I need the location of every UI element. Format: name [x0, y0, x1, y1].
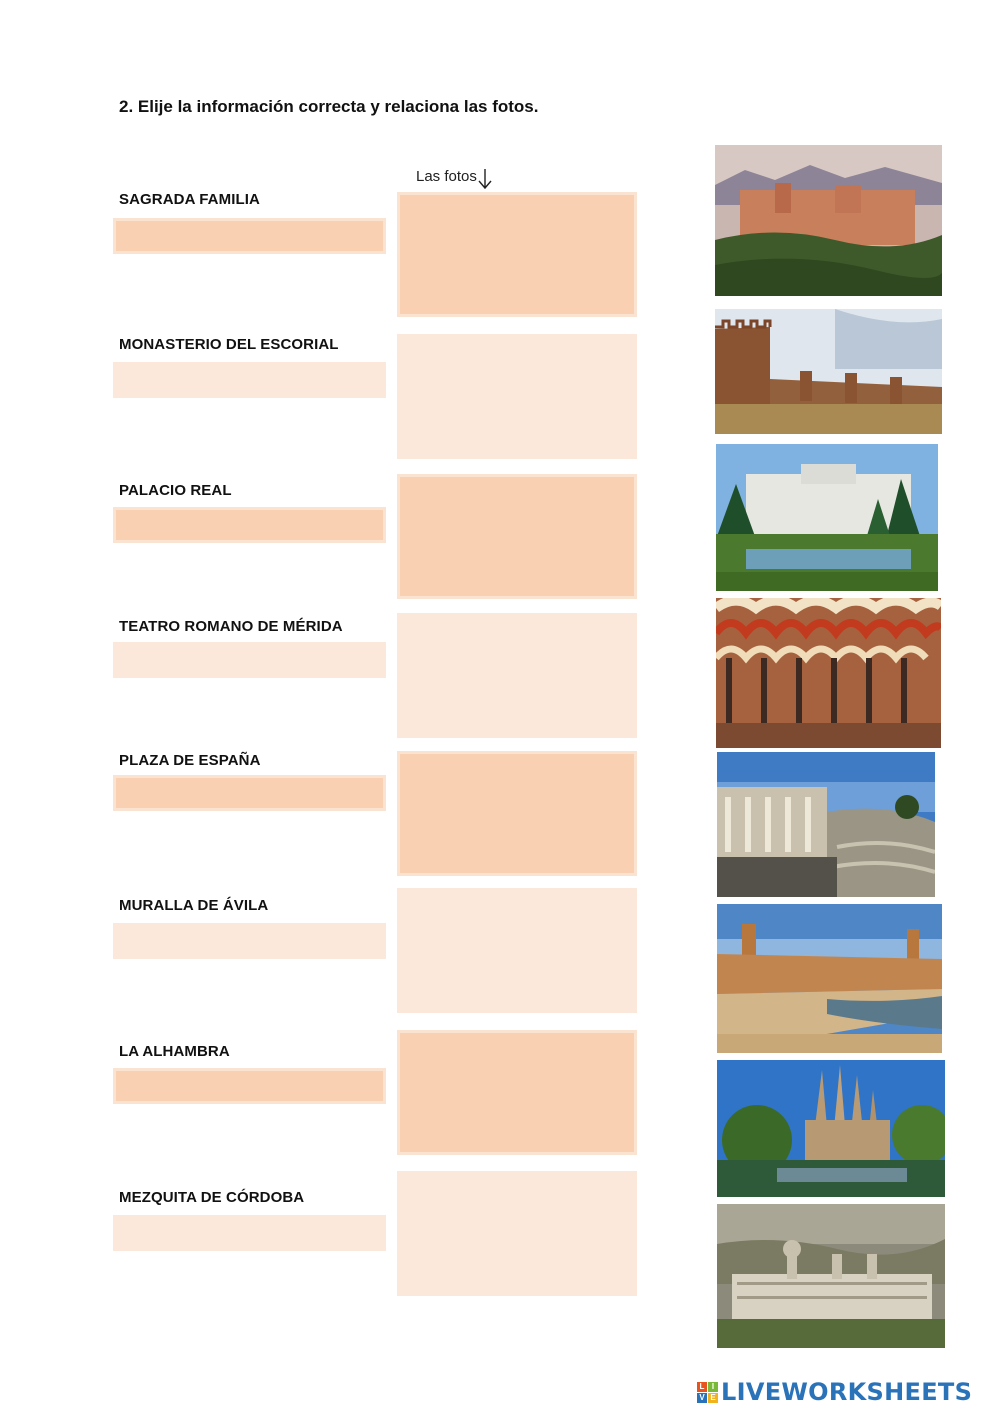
photo-monasterio-escorial[interactable] [717, 1204, 945, 1348]
photo-sagrada-familia[interactable] [717, 1060, 945, 1197]
instruction-title: 2. Elije la información correcta y relaciona las fotos. [119, 97, 539, 116]
fotos-hint-label: Las fotos [416, 168, 477, 185]
photo-drop-la-alhambra[interactable] [397, 1030, 637, 1155]
photo-drop-teatro-romano[interactable] [397, 613, 637, 738]
answer-box-mezquita-cordoba[interactable] [113, 1215, 386, 1251]
row-label-mezquita-cordoba: MEZQUITA DE CÓRDOBA [119, 1189, 305, 1206]
photo-mezquita-cordoba[interactable] [716, 598, 941, 748]
brand-badge-letter: I [708, 1382, 718, 1392]
row-label-plaza-espana: PLAZA DE ESPAÑA [119, 752, 261, 769]
brand-name: LIVEWORKSHEETS [721, 1378, 973, 1406]
row-label-sagrada-familia: SAGRADA FAMILIA [119, 191, 260, 208]
row-label-muralla-avila: MURALLA DE ÁVILA [119, 897, 269, 914]
photo-drop-plaza-espana[interactable] [397, 751, 637, 876]
photo-palacio-real[interactable] [716, 444, 938, 591]
photo-teatro-romano[interactable] [717, 752, 935, 897]
brand-logo [697, 1378, 972, 1406]
photo-drop-mezquita-cordoba[interactable] [397, 1171, 637, 1296]
brand-badge-letter: L [697, 1382, 707, 1392]
answer-box-monasterio-escorial[interactable] [113, 362, 386, 398]
answer-box-muralla-avila[interactable] [113, 923, 386, 959]
row-label-monasterio-escorial: MONASTERIO DEL ESCORIAL [119, 336, 339, 353]
arrow-down-icon [478, 168, 492, 194]
photo-alhambra[interactable] [715, 145, 942, 296]
brand-badge-letter: E [708, 1393, 718, 1403]
photo-drop-palacio-real[interactable] [397, 474, 637, 599]
row-label-la-alhambra: LA ALHAMBRA [119, 1043, 230, 1060]
answer-box-plaza-espana[interactable] [113, 775, 386, 811]
brand-badge-letter: V [697, 1393, 707, 1403]
answer-box-la-alhambra[interactable] [113, 1068, 386, 1104]
row-label-teatro-romano: TEATRO ROMANO DE MÉRIDA [119, 618, 343, 635]
photo-plaza-espana[interactable] [717, 904, 942, 1053]
photo-drop-muralla-avila[interactable] [397, 888, 637, 1013]
photo-muralla-avila[interactable] [715, 309, 942, 434]
answer-box-palacio-real[interactable] [113, 507, 386, 543]
brand-badge [697, 1382, 718, 1403]
photo-drop-monasterio-escorial[interactable] [397, 334, 637, 459]
answer-box-sagrada-familia[interactable] [113, 218, 386, 254]
photo-drop-sagrada-familia[interactable] [397, 192, 637, 317]
row-label-palacio-real: PALACIO REAL [119, 482, 232, 499]
answer-box-teatro-romano[interactable] [113, 642, 386, 678]
fotos-hint [416, 168, 492, 194]
